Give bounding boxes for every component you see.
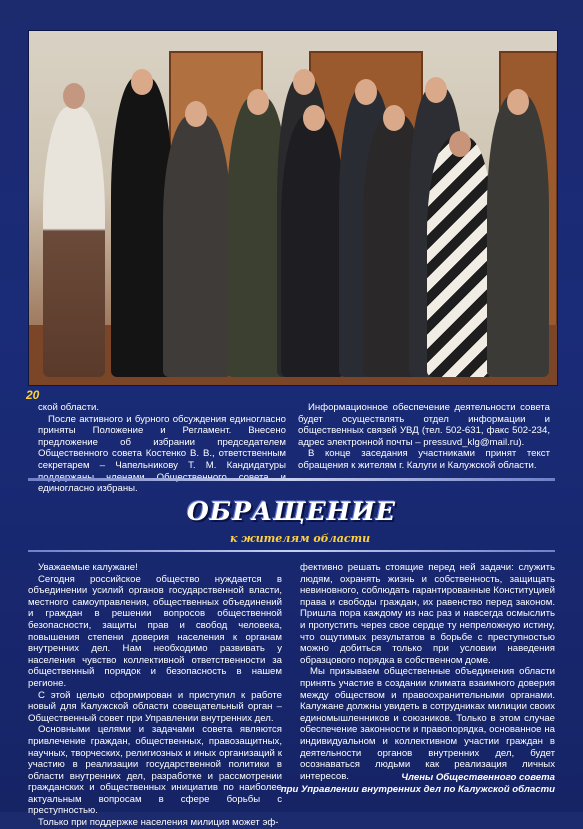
photo-person [427,137,493,377]
group-photo [28,30,558,386]
appeal-paragraph: Основными целями и задачами совета являются привлечение граждан, общественных, правозащитных, научных, творческих, религиозных и иных организаций к участию в реализации государственной политики в области внутренних дел, разработке и рассмотрении гражданских и общественных инициатив по наиболее актуальным вопросам в сфере борьбы с преступностью. [28,724,282,817]
top-paragraph: Информационное обеспечение деятельности совета будет осуществлять отдел информации и общественных связей УВД (тел. 502-631, факс 502-234, адрес электронной почты – pressuvd_klg@mail.ru). [298,402,550,448]
appeal-paragraph: Сегодня российское общество нуждается в объединении усилий органов государственной власти, местного самоуправления, общественных объединений и граждан в решении вопросов общественной безопасности, защиты прав и свобод человека, повышения степени доверия населения к органам внутренних дел. Нам необходимо развивать у населения чувство коллективной ответственности за общественный порядок и безопасность в нашем регионе. [28,573,282,689]
photo-person [43,107,105,377]
appeal-subtitle: к жителям области [230,532,371,545]
signature-line: при Управлении внутренних дел по Калужской области [280,784,555,795]
photo-head [425,77,447,103]
photo-head [185,101,207,127]
photo-person [163,115,231,377]
top-paragraph: После активного и бурного обсуждения единогласно приняты Положение и Регламент. Внесено предложение об избрании председателем Общественного совета Костенко В. В., ответственным секретарем – Чапельникову Т. М. Кандидатуры единогласно избраны. [38,413,286,495]
top-right-column [298,402,550,472]
signature-line: Члены Общественного совета [401,772,555,783]
top-paragraph: В конце заседания участниками принят текст обращения к жителям г. Калуги и Калужской области. [298,448,550,471]
section-divider [28,478,555,481]
appeal-paragraph: Только при поддержке населения милиция может эф- [38,817,279,829]
photo-person [281,115,345,377]
top-paragraph: ской области. [38,402,100,413]
appeal-signature [281,772,555,796]
appeal-greeting: Уважаемые калужане! [38,562,138,573]
photo-head [63,83,85,109]
photo-head [449,131,471,157]
photo-head [303,105,325,131]
page-number: 20 [26,388,40,402]
photo-head [293,69,315,95]
appeal-right-column [300,562,555,782]
photo-head [131,69,153,95]
photo-head [507,89,529,115]
appeal-left-column [28,562,282,829]
photo-head [383,105,405,131]
appeal-paragraph: С этой целью сформирован и приступил к работе новый для Калужской области совещательный орган – Общественный совет при Управлении внутренних дел. [28,689,282,724]
appeal-paragraph: фективно решать стоящие перед ней задачи: служить людям, охранять жизнь и собственность, защищать невиновного, соблюдать гарантированные Конституцией права и свободы граждан, их равенство перед законом. Пришла пора каждому из нас раз и навсегда осмыслить и пропустить через свое сердце ту непреложную истину, что ощутимых результатов в борьбе с преступностью можно добиться только при условии наведения образцового порядка в собственном доме. [300,562,555,666]
section-divider [28,550,555,552]
photo-head [355,79,377,105]
appeal-paragraph: Мы призываем общественные объединения области принять участие в создании климата взаимного доверия между обществом и правоохранительными органами. Калужане должны увидеть в сотрудниках милиции своих единомышленников и союзников. Только в этом случае обеспечение законности и правопорядка, основанное на индивидуальном и коллективном участии граждан в деятельности органов внутренних дел, будет осознаваться людьми как реализация личных интересов. [300,666,555,782]
photo-person [487,95,549,377]
photo-head [247,89,269,115]
appeal-title: ОБРАЩЕНИЕ [187,497,396,526]
